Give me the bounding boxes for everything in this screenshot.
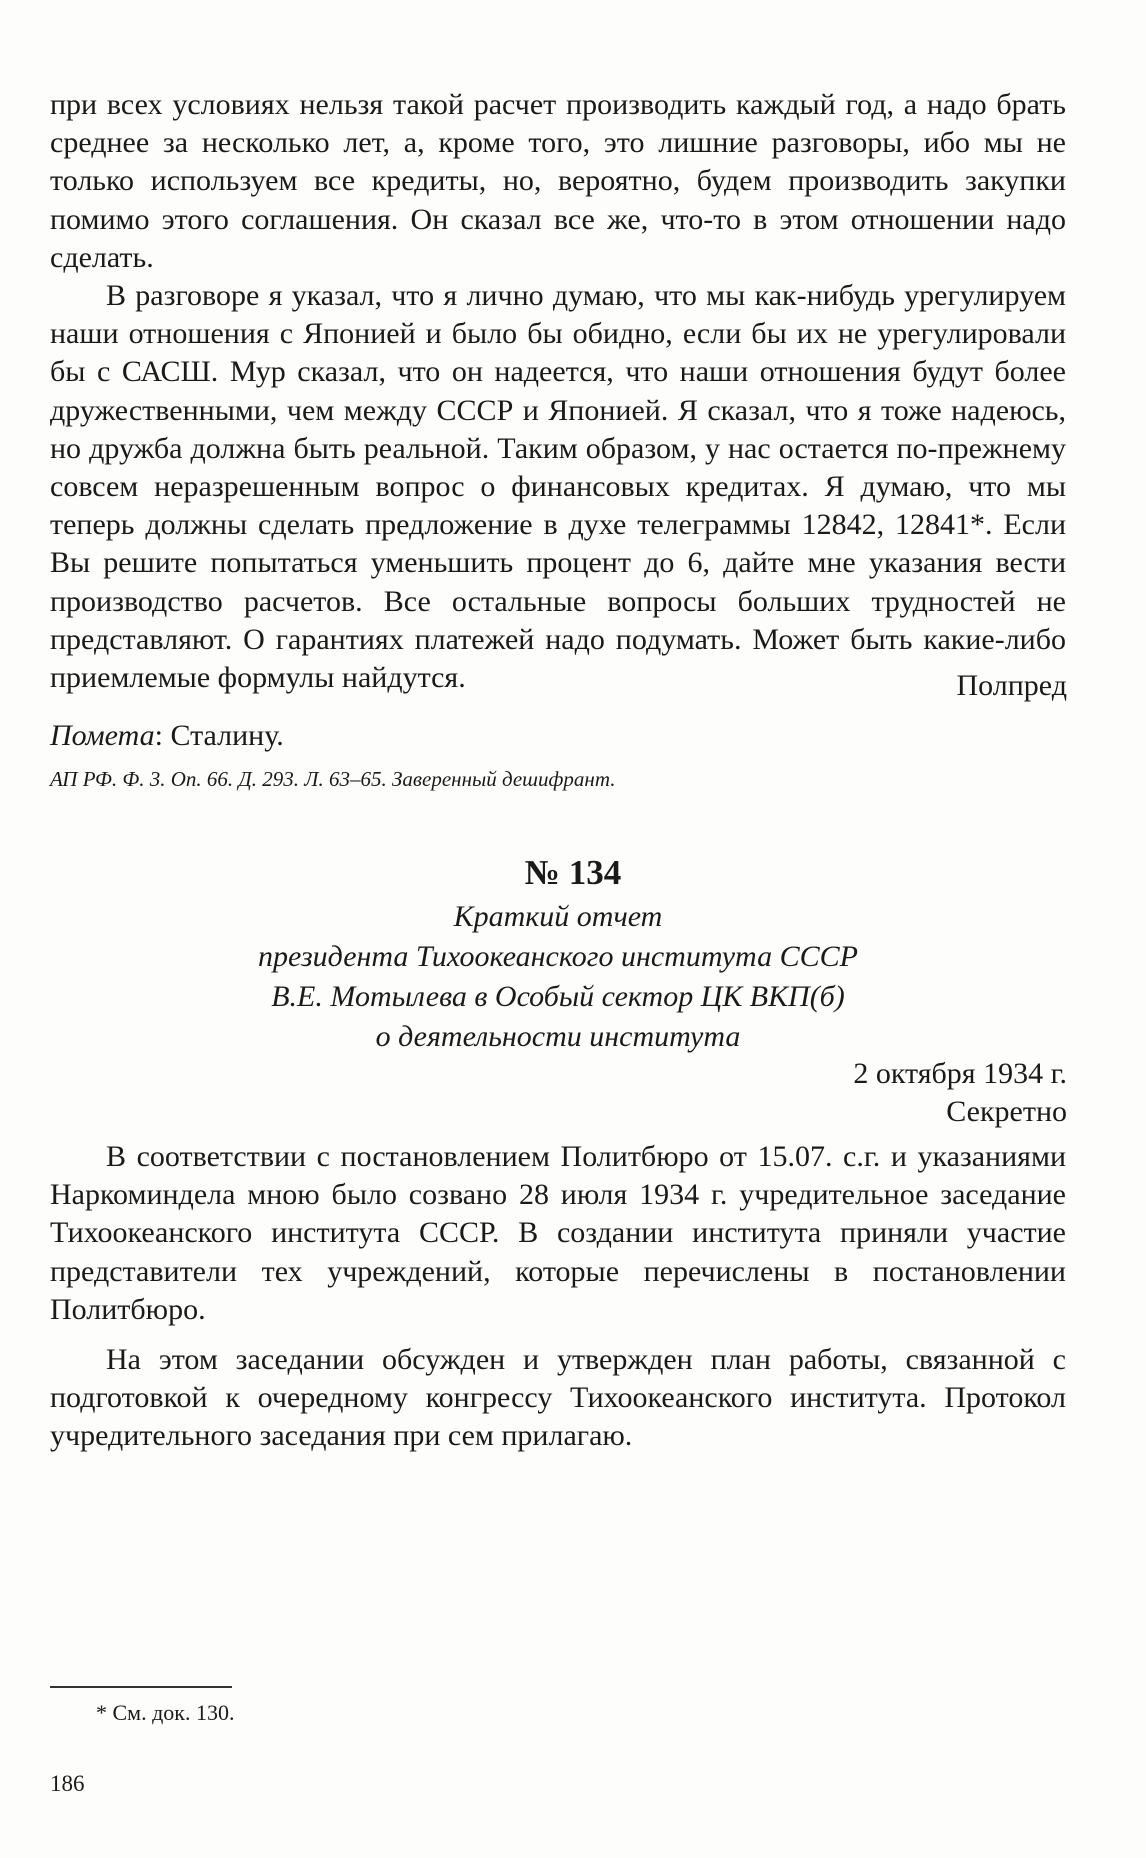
signature: Полпред — [956, 669, 1067, 702]
mark-label: Помета — [50, 719, 155, 752]
body-text-block — [50, 1138, 1066, 1456]
footnote: * См. док. 130. — [96, 1700, 235, 1725]
classification: Секретно — [946, 1095, 1067, 1128]
page-number: 186 — [50, 1771, 85, 1796]
document-date: 2 октября 1934 г. — [853, 1057, 1067, 1090]
source-reference: АП РФ. Ф. 3. Оп. 66. Д. 293. Л. 63–65. Заверенный дешифрант. — [50, 767, 616, 791]
paragraph-founding: В соответствии с постановлением Политбюро от 15.07. с.г. и указаниями Наркоминдела мною было созвано 28 июля 1934 г. учредительное заседание Тихоокеанского института СССР. В создании института приняли участие представители тех учреждений, которые перечислены в постановлении Политбюро. — [50, 1140, 1066, 1326]
document-title-line: В.Е. Мотылева в Особый сектор ЦК ВКП(б) — [271, 980, 845, 1013]
paragraph-plan: На этом заседании обсужден и утвержден план работы, связанной с подготовкой к очередному конгрессу Тихоокеанского института. Протокол учредительного заседания при сем прилагаю. — [50, 1343, 1066, 1453]
document-title-line: президента Тихоокеанского института СССР — [258, 940, 858, 973]
paragraph-conversation: В разговоре я указал, что я лично думаю, что мы как-нибудь урегулируем наши отношения с Японией и было бы обидно, если бы их не урегулировали бы с САСШ. Мур сказал, что он надеется, что наши отношения будут более дружественными, чем между СССР и Японией. Я сказал, что я тоже надеюсь, но дружба должна быть реальной. Таким образом, у нас остается по-прежнему совсем неразрешенным вопрос о финансовых кредитах. Я думаю, что мы теперь должны сделать предложение в духе телеграммы 12842, 12841*. Если Вы решите попытаться уменьшить процент до 6, дайте мне указания вести производство расчетов. Все остальные вопросы больших трудностей не представляют. О гарантиях платежей надо подумать. Может быть какие-либо приемлемые формулы найдутся. — [50, 279, 1066, 695]
document-title — [50, 897, 1066, 1057]
top-text-block — [50, 86, 1066, 697]
document-title-line: о деятельности института — [375, 1020, 741, 1053]
document-number: № 134 — [524, 853, 622, 892]
document-title-line: Краткий отчет — [453, 900, 663, 933]
paragraph-continuation: при всех условиях нельзя такой расчет производить каждый год, а надо брать среднее за несколько лет, а, кроме того, это лишние разговоры, ибо мы не только используем все кредиты, но, вероятно, будем производить закупки помимо этого соглашения. Он сказал все же, что-то в этом отношении надо сделать. — [50, 88, 1066, 274]
footnote-divider — [50, 1686, 232, 1688]
mark-note — [50, 717, 284, 755]
mark-text: : Сталину. — [154, 719, 284, 752]
